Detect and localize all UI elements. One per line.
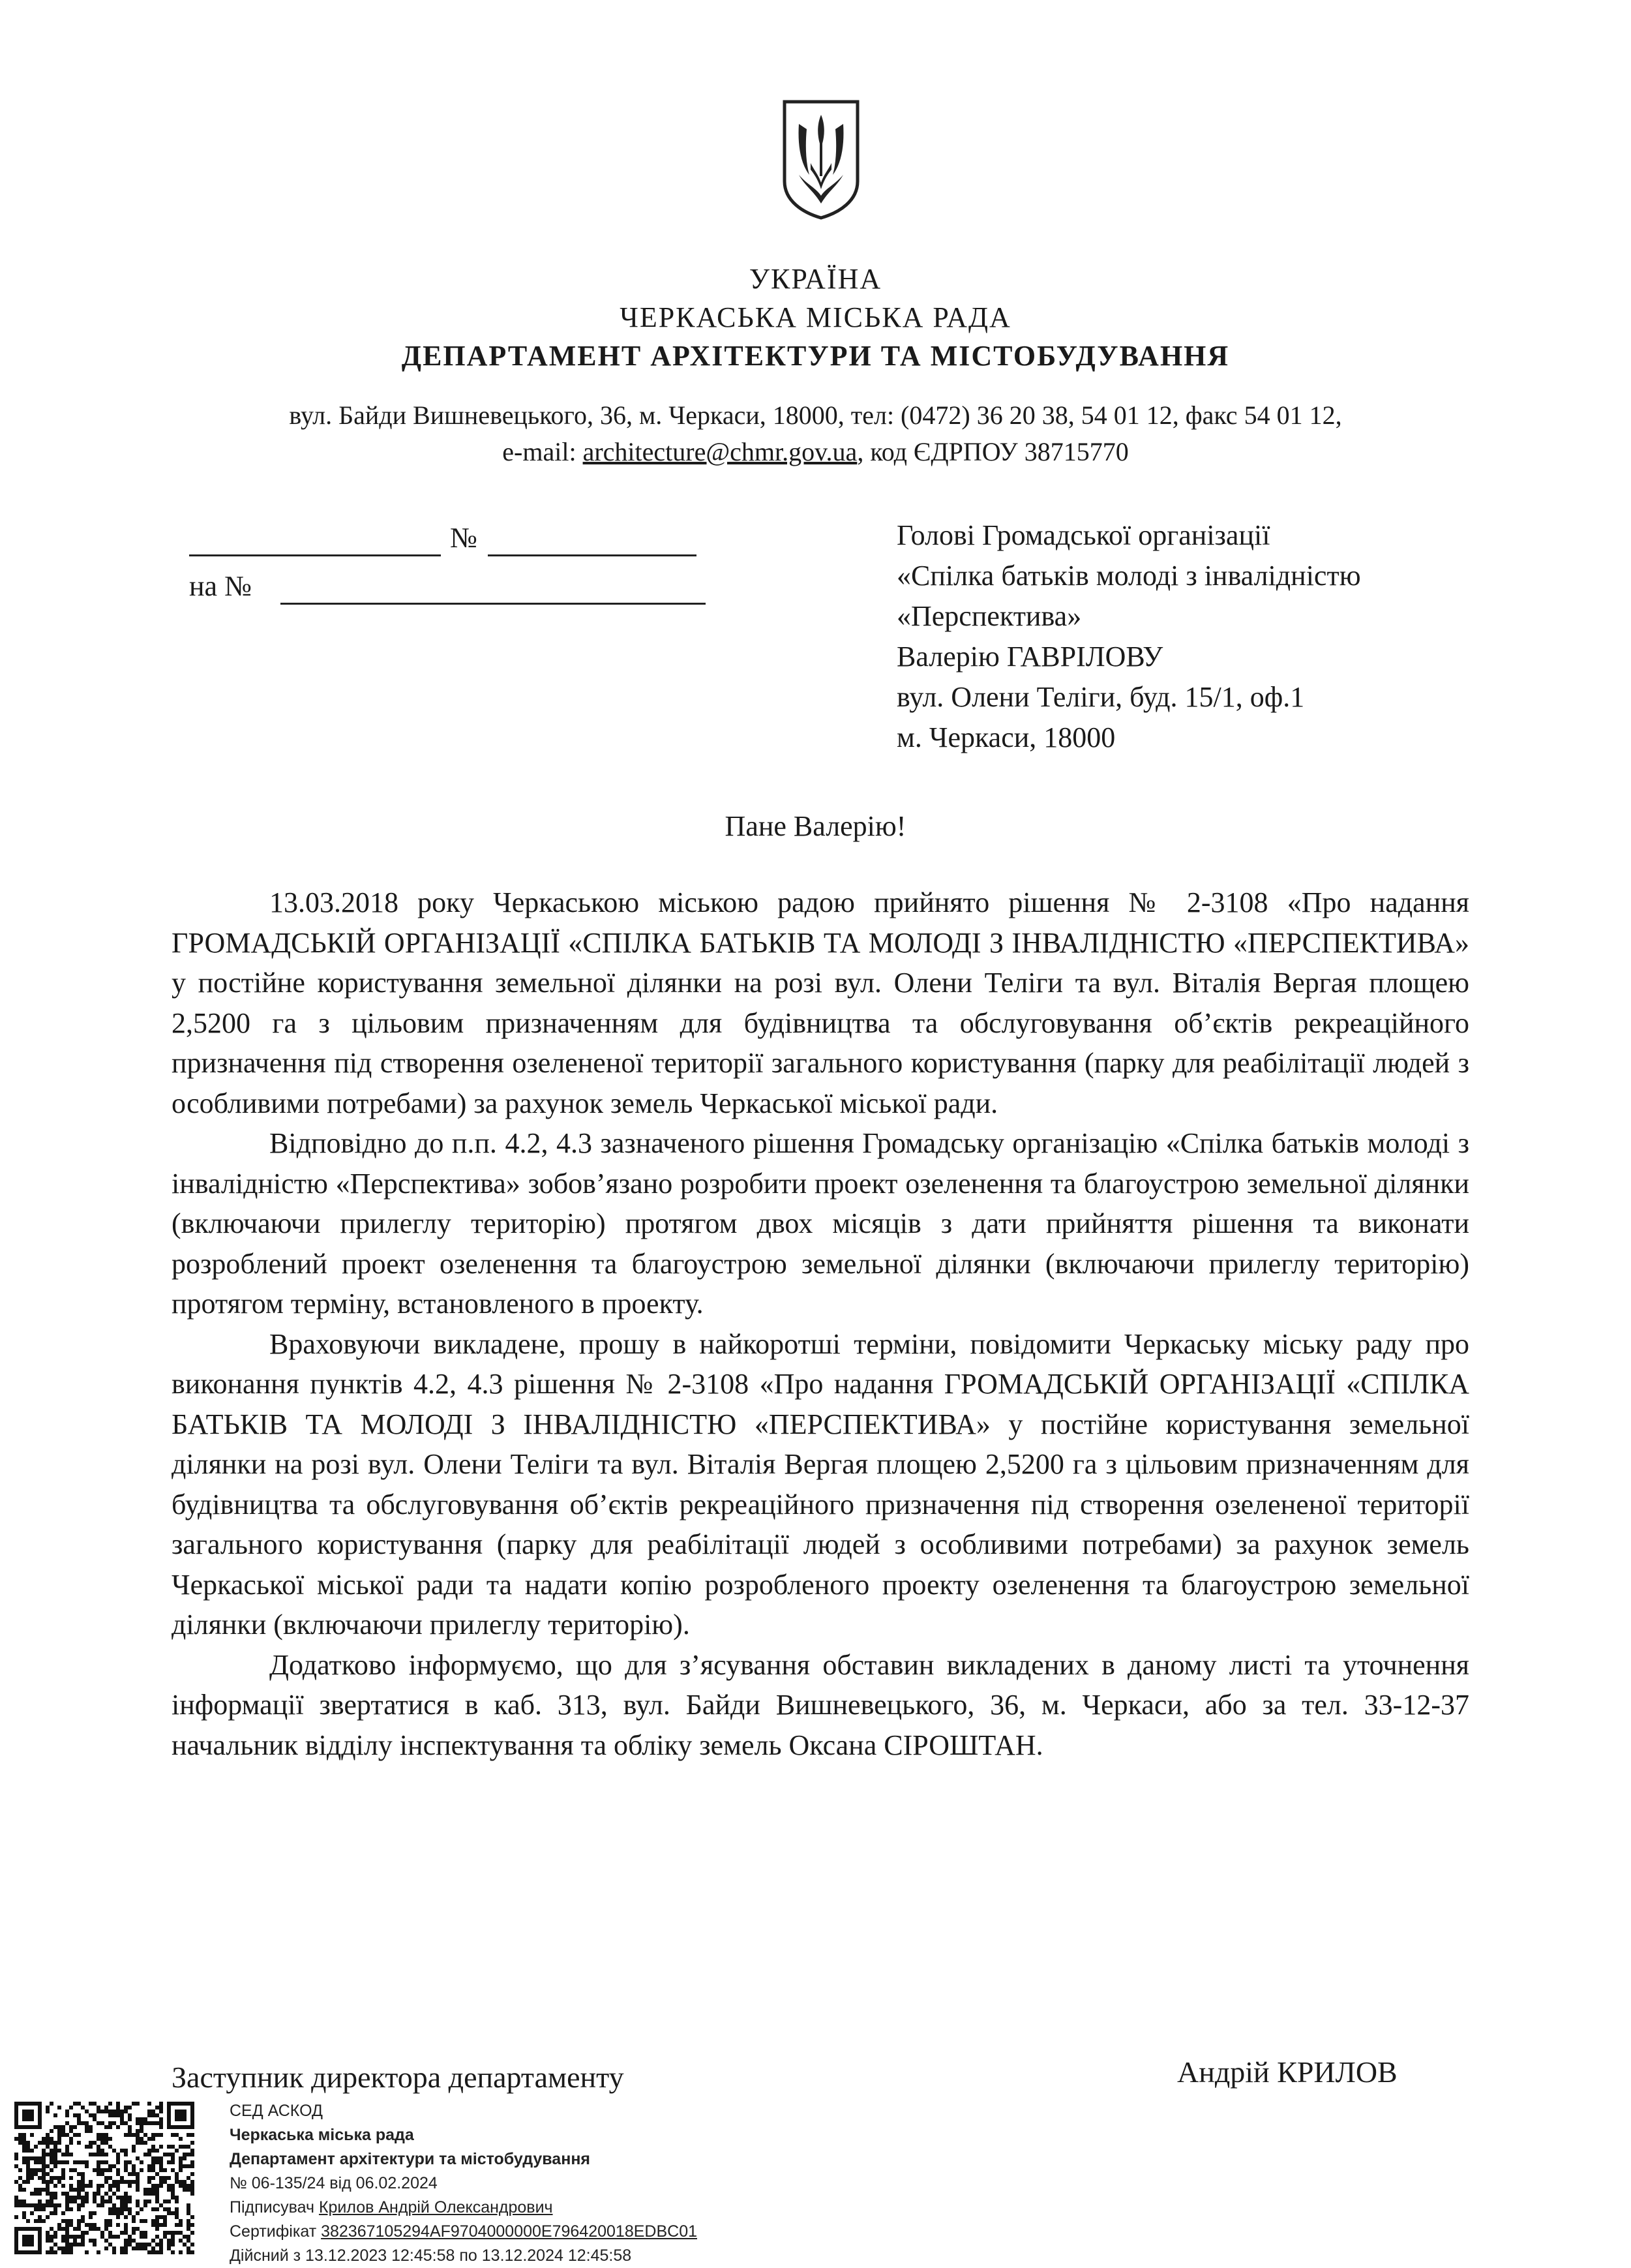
recipient-block — [897, 515, 1549, 758]
reply-to-number-field — [280, 577, 706, 605]
council-name: ЧЕРКАСЬКА МІСЬКА РАДА — [620, 301, 1011, 333]
recipient-line: «Перспектива» — [897, 600, 1082, 632]
stamp-org: Черкаська міська рада — [230, 2126, 414, 2144]
stamp-certificate — [230, 2220, 882, 2244]
recipient-line: Голові Громадської організації — [897, 519, 1270, 551]
recipient-line: м. Черкаси, 18000 — [897, 721, 1116, 753]
recipient-line: вул. Олени Теліги, буд. 15/1, оф.1 — [897, 681, 1305, 713]
stamp-cert-label: Сертифікат — [230, 2222, 322, 2241]
email-link[interactable]: architecture@chmr.gov.ua — [582, 437, 858, 466]
signer-name: Андрій КРИЛОВ — [1177, 2055, 1398, 2089]
stamp-cert-number: 382367105294AF9704000000E796420018EDBC01 — [321, 2222, 697, 2241]
signer-position: Заступник директора департаменту — [172, 2061, 624, 2094]
body-paragraph: Додатково інформуємо, що для з’ясування обставин викладених в даному листі та уточнення інформації звертатися в каб. 313, вул. Байди Вишневецького, 36, м. Черкаси, або за тел. 33-12-37 начальник відділу інспектування та обліку земель Оксана СІРОШТАН. — [172, 1648, 1469, 1761]
department-name: ДЕПАРТАМЕНТ АРХІТЕКТУРИ ТА МІСТОБУДУВАННЯ — [401, 340, 1230, 372]
email-label: e-mail: — [502, 437, 583, 466]
stamp-registration: № 06-135/24 від 06.02.2024 — [230, 2174, 438, 2192]
edrpou-code: , код ЄДРПОУ 38715770 — [857, 437, 1129, 466]
coat-of-arms-icon — [779, 98, 863, 220]
recipient-line: Валерію ГАВРІЛОВУ — [897, 641, 1163, 673]
body-paragraph: Враховуючи викладене, прошу в найкоротші терміни, повідомити Черкаську міську раду про виконання пунктів 4.2, 4.3 рішення № 2-3108 «Про надання ГРОМАДСЬКІЙ ОРГАНІЗАЦІЇ «СПІЛКА БАТЬКІВ ТА МОЛОДІ З ІНВАЛІДНІСТЮ «ПЕРСПЕКТИВА» у постійне користування земельної ділянки на розі вул. Олени Теліги та вул. Віталія Вергая площею 2,5200 га з цільовим призначенням для будівництва та обслуговування об’єктів рекреаційного призначення під створення озелененої території загального користування (парку для реабілітації людей з особливими потребами) за рахунок земель Черкаської міської ради та надати копію розробленого проекту озеленення та благоустрою земельної ділянки (включаючи прилеглу територію). — [172, 1327, 1469, 1641]
number-sign: № — [450, 522, 477, 554]
stamp-signer — [230, 2196, 882, 2220]
body-paragraph: Відповідно до п.п. 4.2, 4.3 зазначеного рішення Громадську організацію «Спілка батьків молоді з інвалідністю «Перспектива» зобов’язано розробити проект озеленення та благоустрою земельної ділянки (включаючи прилеглу територію) протягом двох місяців з дати прийняття рішення та виконати розроблений проект озеленення та благоустрою земельної ділянки (включаючи прилеглу територію) протягом терміну, встановленого в проекту. — [172, 1127, 1469, 1320]
letter-body — [172, 883, 1469, 1765]
stamp-signer-label: Підписувач — [230, 2198, 319, 2216]
country-name: УКРАЇНА — [749, 263, 882, 295]
e-signature-stamp — [230, 2099, 882, 2268]
stamp-system: СЕД АСКОД — [230, 2102, 323, 2120]
stamp-signer-name: Крилов Андрій Олександрович — [318, 2198, 553, 2216]
reply-to-label: на № — [189, 570, 252, 602]
qr-code-icon — [14, 2102, 194, 2256]
stamp-validity: Дійсний з 13.12.2023 12:45:58 по 13.12.2024 12:45:58 — [230, 2246, 632, 2265]
salutation: Пане Валерію! — [725, 810, 906, 842]
outgoing-date-field — [189, 528, 441, 556]
body-paragraph: 13.03.2018 року Черкаською міською радою прийнято рішення № 2-3108 «Про надання ГРОМАДСЬКІЙ ОРГАНІЗАЦІЇ «СПІЛКА БАТЬКІВ ТА МОЛОДІ З ІНВАЛІДНІСТЮ «ПЕРСПЕКТИВА» у постійне користування земельної ділянки на розі вул. Олени Теліги та вул. Віталія Вергая площею 2,5200 га з цільовим призначенням для будівництва та обслуговування об’єктів рекреаційного призначення під створення озелененої території загального користування (парку для реабілітації людей з особливими потребами) за рахунок земель Черкаської міської ради. — [172, 886, 1469, 1119]
stamp-department: Департамент архітектури та містобудування — [230, 2150, 591, 2168]
outgoing-number-field — [488, 528, 696, 556]
contact-line — [0, 436, 1631, 467]
recipient-line: «Спілка батьків молоді з інвалідністю — [897, 560, 1361, 592]
address-line: вул. Байди Вишневецького, 36, м. Черкаси, 18000, тел: (0472) 36 20 38, 54 01 12, факс 54 01 12, — [289, 401, 1342, 430]
